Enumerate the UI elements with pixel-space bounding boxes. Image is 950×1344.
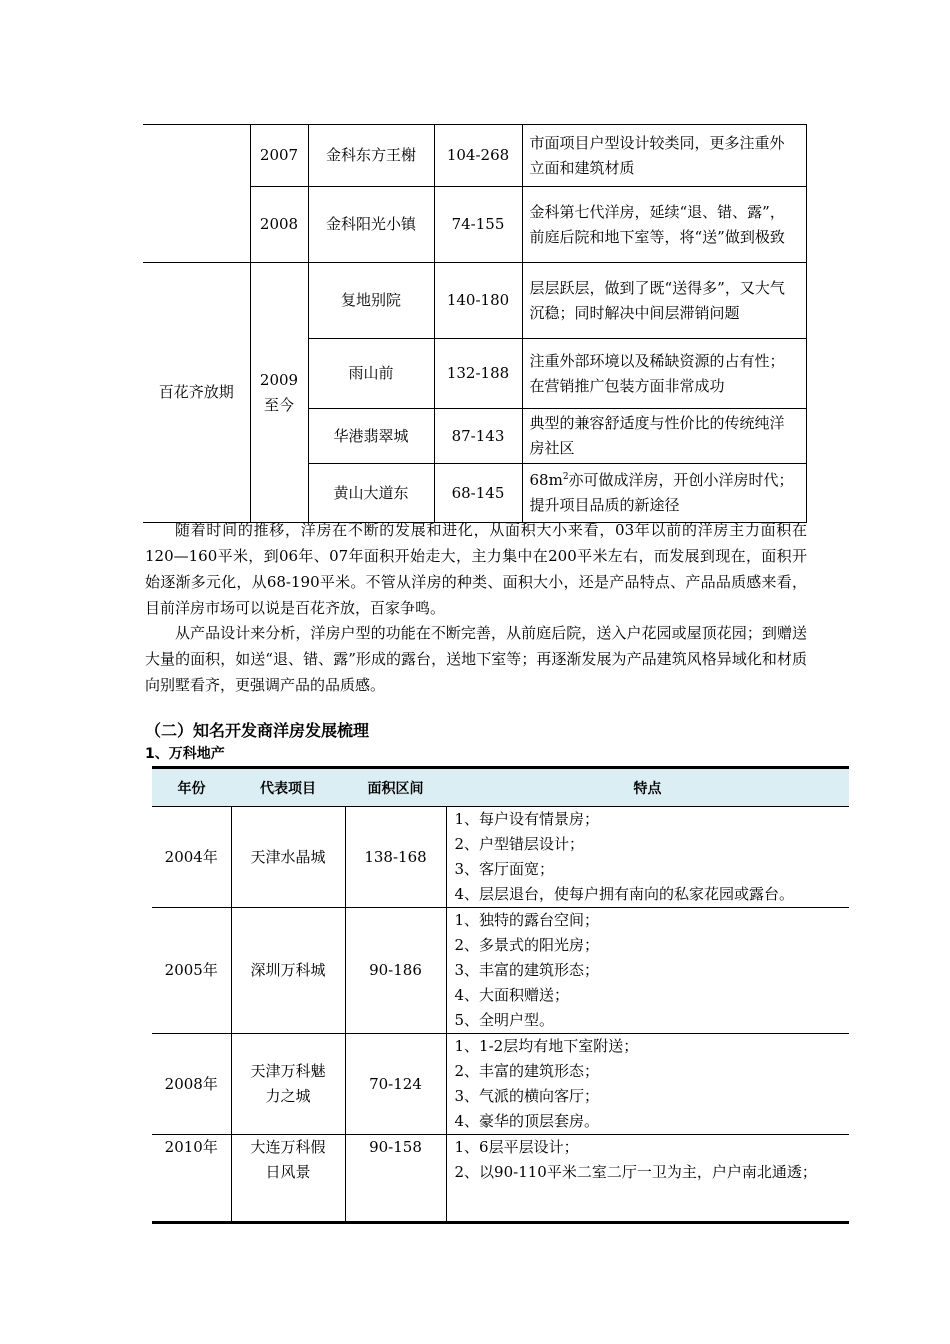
feature-item: 1、1-2层均有地下室附送； (454, 1037, 639, 1055)
project-cell: 深圳万科城 (231, 908, 345, 1034)
feature-item: 5、全明户型。 (454, 1011, 555, 1029)
feature-item: 1、每户设有情景房； (454, 810, 600, 828)
year-cell: 2008年 (152, 1034, 231, 1135)
feature-item: 3、丰富的建筑形态； (454, 961, 600, 979)
year-cell: 2010年 (152, 1135, 231, 1223)
feature-item: 2、丰富的建筑形态； (454, 1062, 600, 1080)
table-header-row (152, 768, 849, 807)
table-row (143, 125, 806, 187)
project-line1: 天津万科魅 (250, 1062, 326, 1080)
area-cell: 74-155 (434, 187, 522, 263)
desc-text-a: 68m (529, 471, 563, 489)
feature-item: 3、客厅面宽； (454, 860, 555, 878)
project-line2: 日风景 (265, 1163, 311, 1181)
area-cell: 87-143 (434, 409, 522, 464)
year-cell: 2007 (250, 125, 308, 187)
project-line1: 大连万科假 (250, 1138, 326, 1156)
feature-item: 3、气派的横向客厅； (454, 1087, 600, 1105)
feature-item: 4、大面积赠送； (454, 986, 570, 1004)
area-cell: 132-188 (434, 339, 522, 409)
section-heading: （二）知名开发商洋房发展梳理 (145, 721, 370, 740)
header-project: 代表项目 (231, 768, 345, 807)
paragraph: 随着时间的推移，洋房在不断的发展和进化，从面积大小来看，03年以前的洋房主力面积在120—160平米，到06年、07年面积开始走大，主力集中在200平米左右，而发展到现在，面积开始逐渐多元化，从68-190平米。不管从洋房的种类、面积大小，还是产品特点、产品品质感来看，目前洋房市场可以说是百花齐放，百家争鸣。 (145, 521, 807, 617)
desc-cell: 典型的兼容舒适度与性价比的传统纯洋房社区 (522, 409, 806, 464)
project-cell: 金科东方王榭 (308, 125, 434, 187)
project-cell (231, 1135, 345, 1223)
area-cell: 140-180 (434, 263, 522, 339)
project-line2: 力之城 (265, 1087, 311, 1105)
project-cell: 金科阳光小镇 (308, 187, 434, 263)
desc-cell: 市面项目户型设计较类同，更多注重外立面和建筑材质 (522, 125, 806, 187)
phase-cell: 百花齐放期 (143, 263, 250, 523)
project-cell: 黄山大道东 (308, 464, 434, 523)
project-cell: 天津水晶城 (231, 807, 345, 908)
subsection-heading: 1、万科地产 (145, 746, 225, 762)
superscript: 2 (562, 472, 569, 482)
phase-year-cell (250, 263, 308, 523)
year-cell: 2005年 (152, 908, 231, 1034)
project-cell: 华港翡翠城 (308, 409, 434, 464)
year-cell: 2008 (250, 187, 308, 263)
paragraph: 从产品设计来分析，洋房户型的功能在不断完善，从前庭后院，送入户花园或屋顶花园；到赠送大量的面积，如送“退、错、露”形成的露台，送地下室等；再逐渐发展为产品建筑风格异域化和材质向别墅看齐，更强调产品的品质感。 (145, 624, 807, 694)
features-cell (446, 1135, 849, 1223)
project-cell: 雨山前 (308, 339, 434, 409)
vanke-projects-table (152, 766, 849, 1224)
feature-item: 2、多景式的阳光房； (454, 936, 600, 954)
table-row (152, 1034, 849, 1135)
area-cell: 90-186 (345, 908, 446, 1034)
table-row (143, 187, 806, 263)
features-cell (446, 908, 849, 1034)
header-year: 年份 (152, 768, 231, 807)
area-cell: 70-124 (345, 1034, 446, 1135)
table-row (152, 908, 849, 1034)
header-features: 特点 (446, 768, 849, 807)
table-row (152, 1135, 849, 1223)
feature-item: 2、户型错层设计； (454, 835, 585, 853)
project-cell: 复地别院 (308, 263, 434, 339)
year-cell: 2004年 (152, 807, 231, 908)
feature-item: 4、层层退台，使每户拥有南向的私家花园或露台。 (454, 885, 795, 903)
phase-cell-empty (143, 125, 250, 187)
area-cell: 68-145 (434, 464, 522, 523)
features-cell (446, 1034, 849, 1135)
desc-cell (522, 464, 806, 523)
desc-cell: 金科第七代洋房，延续“退、错、露”，前庭后院和地下室等，将“送”做到极致 (522, 187, 806, 263)
area-cell: 104-268 (434, 125, 522, 187)
table-row (152, 807, 849, 908)
product-evolution-table (143, 124, 807, 523)
phase-cell-empty (143, 187, 250, 263)
desc-cell: 层层跃层，做到了既“送得多”，又大气沉稳；同时解决中间层滞销问题 (522, 263, 806, 339)
table-row (143, 263, 806, 339)
phase-year-line1: 2009 (259, 370, 299, 389)
feature-item: 1、6层平层设计； (454, 1138, 579, 1156)
feature-item: 4、豪华的顶层套房。 (454, 1112, 600, 1130)
desc-text-b: 亦可做成洋房，开创小洋房时代；提升项目品质的新途径 (529, 471, 794, 514)
feature-item: 1、独特的露台空间； (454, 911, 600, 929)
feature-item: 2、以90-110平米二室二厅一卫为主，户户南北通透； (454, 1163, 817, 1181)
header-area: 面积区间 (345, 768, 446, 807)
phase-year-line2: 至今 (263, 395, 294, 414)
area-cell: 90-158 (345, 1135, 446, 1223)
features-cell (446, 807, 849, 908)
project-cell (231, 1034, 345, 1135)
desc-cell: 注重外部环境以及稀缺资源的占有性；在营销推广包装方面非常成功 (522, 339, 806, 409)
area-cell: 138-168 (345, 807, 446, 908)
